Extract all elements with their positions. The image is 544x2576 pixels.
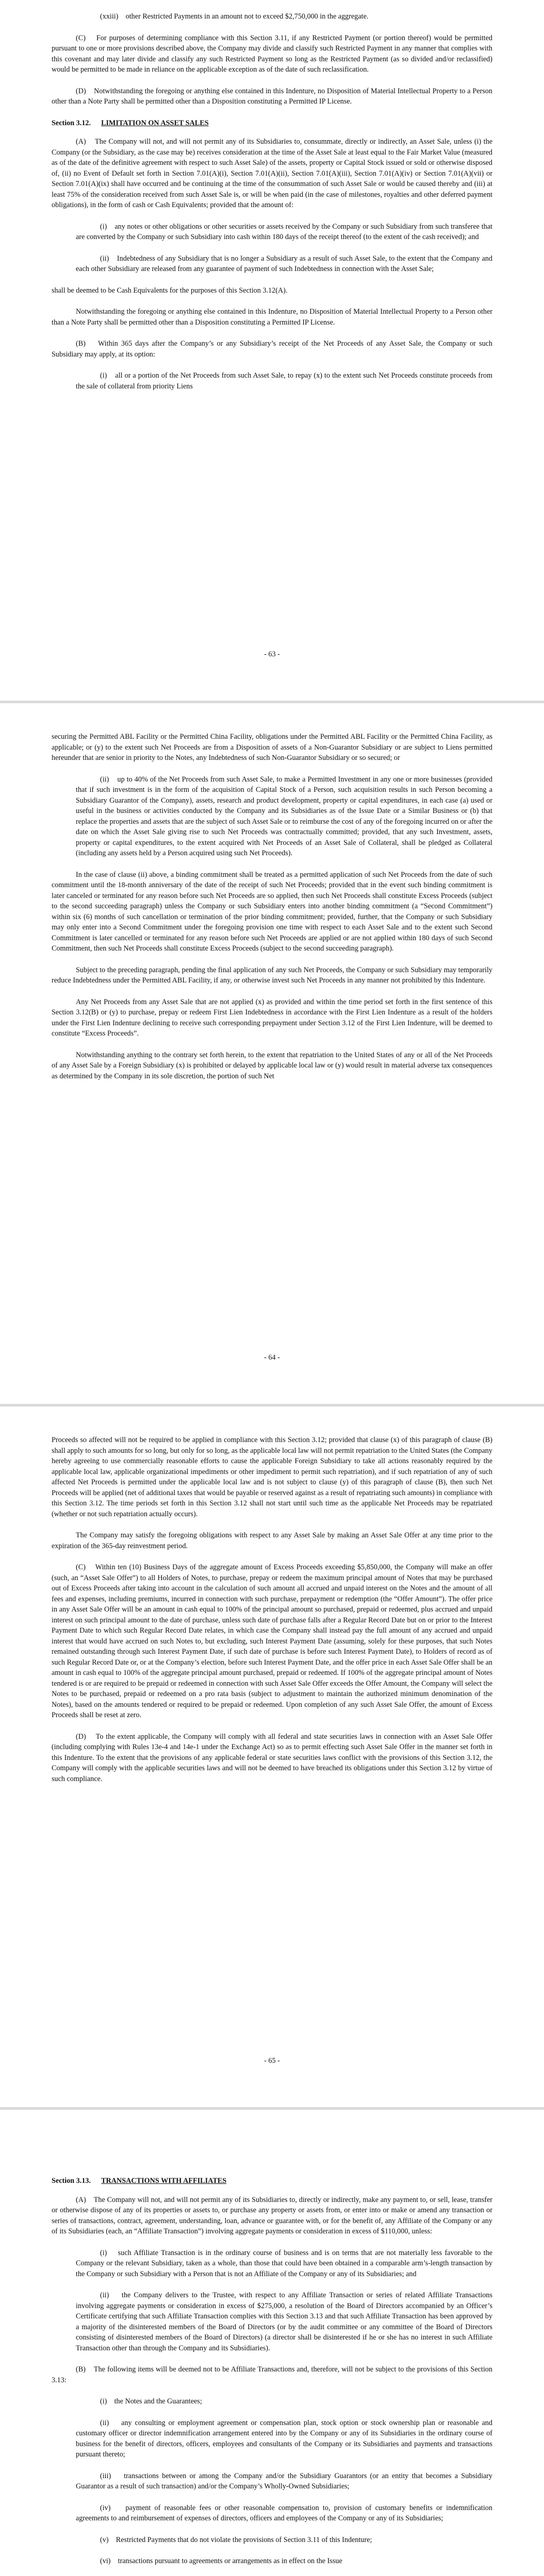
document-page-65 [0,1406,544,2107]
paragraph-3-12-b-ii: (ii) up to 40% of the Net Proceeds from such Asset Sale, to make a Permitted Investment in any one or more businesses (provided that if such investment is in the form of the acquisition of Capital Stock of a Person, such acquisition results in such Person becoming a Subsidiary Guarantor of the Company), assets, research and product development, property or capital expenditures, in each case (a) used or useful in the business or activities conducted by the Company and its Subsidiaries as of the Issue Date or a Similar Business or (b) that replace the properties and assets that are the subject of such Asset Sale or to reimburse the cost of any of the foregoing incurred on or after the date on which the Asset Sale giving rise to such Net Proceeds was contractually committed; provided, that any such Investment, assets, property or capital expenditures, to the extent acquired with Net Proceeds of an Asset Sale of Collateral, shall be pledged as Collateral (including any assets held by a Person acquired using such Net Proceeds). [76,775,492,857]
page-number: - 64 - [264,1353,280,1362]
paragraph-3-11-c: (C) For purposes of determining compliance with this Section 3.11, if any Restricted Payment (or portion thereof) would be permitted pursuant to one or more provisions described above, the Company may divide and classify such Restricted Payment in any manner that complies with this covenant and may later divide and classify any such Restricted Payment so long as the Restricted Payment (as so divided and/or reclassified) would be permitted to be made in reliance on the applicable exception as of the date of such reclassification. [52,33,492,74]
paragraph-binding-commitment: In the case of clause (ii) above, a binding commitment shall be treated as a permitted application of such Net Proceeds from the date of such commitment until the 18-month anniversary of the date of the receipt of such Net Proceeds; provided that in the event such binding commitment is later canceled or terminated for any reason before such Net Proceeds are so applied, then such Net Proceeds shall constitute Excess Proceeds (subject to the second succeeding paragraph) unless the Company or such Subsidiary enters into another binding commitment (a “Second Commitment”) within six (6) months of such cancellation or termination of the prior binding commitment; provided, further, that the Company or such Subsidiary may only enter into a Second Commitment under the foregoing provision one time with respect to each Asset Sale and to the extent such Second Commitment is later cancelled or terminated for any reason before such Net Proceeds are applied or are not applied within 180 days of such Second Commitment, then such Net Proceeds shall constitute Excess Proceeds (subject to the second succeeding paragraph). [52,870,492,953]
paragraph-3-12-a: (A) The Company will not, and will not permit any of its Subsidiaries to, consummate, directly or indirectly, an Asset Sale, unless (i) the Company (or the Subsidiary, as the case may be) receives consideration at the time of the Asset Sale at least equal to the Fair Market Value (measured as of the date of the definitive agreement with respect to such Asset Sale) of the assets, property or Capital Stock issued or sold or otherwise disposed of, (ii) no Event of Default set forth in Section 7.01(A)(i), Section 7.01(A)(ii), Section 7.01(A)(iii), Section 7.01(A)(iv) or Section 7.01(A)(vii) or Section 7.01(A)(ix) shall have occurred and be continuing at the time of the consummation of such Asset Sale or would be caused thereby and (iii) at least 75% of the consideration received from such Asset Sale is, or will be when paid (in the case of milestones, royalties and other deferred payment obligations), in the form of cash or Cash Equivalents; provided that the amount of: [52,138,492,209]
paragraph-restricted-payments-xxiii: (xxiii) other Restricted Payments in an amount not to exceed $2,750,000 in the aggregate. [100,12,369,21]
paragraph-3-13-b-vi: (vi) transactions pursuant to agreements or arrangements as in effect on the Issue [100,2557,342,2565]
section-heading-3-12 [52,118,492,129]
paragraph-3-12-b-i: (i) all or a portion of the Net Proceeds from such Asset Sale, to repay (x) to the extent such Net Proceeds constitute proceeds from the sale of collateral from priority Liens [76,371,492,391]
document-page-66 [0,2110,544,2576]
paragraph-asset-sale-offer-timing: The Company may satisfy the foregoing obligations with respect to any Asset Sale by making an Asset Sale Offer at any time prior to the expiration of the 365-day reinvestment period. [52,1531,492,1550]
paragraph-3-12-a-i: (i) any notes or other obligations or other securities or assets received by the Company or such Subsidiary from such transferee that are converted by the Company or such Subsidiary into cash within 180 days of the receipt thereof (to the extent of the cash received); and [76,222,492,241]
paragraph-repatriation: Notwithstanding anything to the contrary set forth herein, to the extent that repatriation to the United States of any or all of the Net Proceeds of any Asset Sale by a Foreign Subsidiary (x) is prohibited or delayed by applicable local law or (y) would result in material adverse tax consequences as determined by the Company in its sole discretion, the portion of such Net [52,1050,492,1080]
paragraph-3-12-d: (D) To the extent applicable, the Company will comply with all federal and state securities laws in connection with an Asset Sale Offer (including complying with Rules 13e-4 and 14e-1 under the Exchange Act) so as to permit effecting such Asset Sale Offer in the manner set forth in this Indenture. To the extent that the provisions of any applicable federal or state securities laws conflict with the provisions of this Section 3.12, the Company will comply with the applicable securities laws and will not be deemed to have breached its obligations under this Section 3.12 by virtue of such compliance. [52,1732,492,1783]
paragraph-3-12-a-ii: (ii) Indebtedness of any Subsidiary that is no longer a Subsidiary as a result of such Asset Sale, to the extent that the Company and each other Subsidiary are released from any guarantee of payment of such Indebtedness in connection with the Asset Sale; [76,254,492,273]
paragraph-pending-application: Subject to the preceding paragraph, pending the final application of any such Net Proceeds, the Company or such Subsidiary may temporarily reduce Indebtedness under the Permitted ABL Facility, if any, or otherwise invest such Net Proceeds in any manner not prohibited by this Indenture. [52,965,492,985]
paragraph-3-13-a-i: (i) such Affiliate Transaction is in the ordinary course of business and is on terms that are not materially less favorable to the Company or the relevant Subsidiary, taken as a whole, than those that could have been obtained in a comparable arm’s-length transaction by the Company or such Subsidiary with a Person that is not an Affiliate of the Company or any of its Subsidiaries; and [76,2248,492,2278]
paragraph-3-13-b: (B) The following items will be deemed not to be Affiliate Transactions and, therefore, will not be subject to the provisions of this Section 3.13: [52,2365,492,2384]
paragraph-3-13-b-i: (i) the Notes and the Guarantees; [100,2397,202,2405]
paragraph-3-13-a-ii: (ii) the Company delivers to the Trustee, with respect to any Affiliate Transaction or series of related Affiliate Transactions involving aggregate payments or consideration in excess of $275,000, a resolution of the Board of Directors accompanied by an Officer’s Certificate certifying that such Affiliate Transaction complies with this Section 3.13 and that such Affiliate Transaction has been approved by a majority of the disinterested members of the Board of Directors (or by the audit committee or any committee of the Board of Directors consisting of disinterested members of the Board of Directors) (a director shall be disinterested if he or she has no interest in such Affiliate Transaction other than through the Company and its Subsidiaries). [76,2291,492,2352]
paragraph-cash-equivalents: shall be deemed to be Cash Equivalents for the purposes of this Section 3.12(A). [52,286,288,295]
paragraph-3-12-b: (B) Within 365 days after the Company’s or any Subsidiary’s receipt of the Net Proceeds of any Asset Sale, the Company or such Subsidiary may apply, at its option: [52,340,492,359]
paragraph-continued: securing the Permitted ABL Facility or the Permitted China Facility, obligations under the Permitted ABL Facility or the Permitted China Facility, as applicable; or (y) to the extent such Net Proceeds are from a Disposition of assets of a Non-Guarantor Subsidiary or are subject to Liens permitted hereunder that are senior in priority to the Notes, any Indebtedness of such Non-Guarantor Subsidiary or so secured; or [52,733,492,762]
section-heading-3-13 [52,2176,492,2187]
paragraph-3-13-b-v: (v) Restricted Payments that do not violate the provisions of Section 3.11 of this Indenture; [100,2535,372,2544]
section-title: LIMITATION ON ASSET SALES [101,118,209,127]
paragraph-3-11-d: (D) Notwithstanding the foregoing or anything else contained in this Indenture, no Disposition of Material Intellectual Property to a Person other than a Note Party shall be permitted other than a Disposition constituting a Permitted IP License. [52,87,492,106]
section-number: Section 3.12. [52,118,91,127]
page-number: - 63 - [264,650,280,658]
paragraph-ip-disposition: Notwithstanding the foregoing or anything else contained in this Indenture, no Disposition of Material Intellectual Property to a Person other than a Note Party shall be permitted other than a Disposition constituting a Permitted IP License. [52,308,492,327]
document-page-63 [0,0,544,701]
section-number: Section 3.13. [52,2177,91,2185]
paragraph-excess-proceeds: Any Net Proceeds from any Asset Sale that are not applied (x) as provided and within the time period set forth in the first sentence of this Section 3.12(B) or (y) to purchase, prepay or redeem First Lien Indebtedness in accordance with the First Lien Indenture as a result of the holders under the First Lien Indenture declining to receive such corresponding prepayment under Section 3.12 of the First Lien Indenture, will be deemed to constitute “Excess Proceeds”. [52,997,492,1038]
page-number: - 65 - [264,2057,280,2065]
document-page-64 [0,703,544,1404]
paragraph-continued: Proceeds so affected will not be required to be applied in compliance with this Section 3.12; provided that clause (x) of this paragraph of clause (B) shall apply to such amounts for so long, but only for so long, as the applicable local law will not permit repatriation to the United States (the Company hereby agreeing to use commercially reasonable efforts to cause the applicable Foreign Subsidiary to take all actions reasonably required by the applicable local law, applicable organizational impediments or other impediment to permit such repatriation), and if such repatriation of any of such affected Net Proceeds is permitted under the applicable local law and is not subject to clause (y) of this paragraph of clause (B), then such Net Proceeds will be applied (net of additional taxes that would be payable or reserved against as a result of repatriating such amounts) in compliance with this Section 3.12. The time periods set forth in this Section 3.12 shall not start until such time as the applicable Net Proceeds may be repatriated (whether or not such repatriation actually occurs). [52,1436,492,1518]
paragraph-3-13-a: (A) The Company will not, and will not permit any of its Subsidiaries to, directly or indirectly, make any payment to, or sell, lease, transfer or otherwise dispose of any of its properties or assets to, or purchase any property or assets from, or enter into or make or amend any transaction or series of transactions, contract, agreement, understanding, loan, advance or guarantee with, or for the benefit of, any Affiliate of the Company or any of its Subsidiaries (each, an “Affiliate Transaction”) involving aggregate payments or consideration in excess of $110,000, unless: [52,2195,492,2235]
paragraph-3-13-b-iv: (iv) payment of reasonable fees or other reasonable compensation to, provision of customary benefits or indemnification agreements to and reimbursement of expenses of directors, officers and employees of the Company or any of its Subsidiaries; [76,2503,492,2522]
paragraph-3-13-b-ii: (ii) any consulting or employment agreement or compensation plan, stock option or stock ownership plan or reasonable and customary officer or director indemnification arrangement entered into by the Company or any of its Subsidiaries in the ordinary course of business for the benefit of directors, officers, employees and consultants of the Company or its Subsidiaries and payments and transactions pursuant thereto; [76,2418,492,2459]
paragraph-3-13-b-iii: (iii) transactions between or among the Company and/or the Subsidiary Guarantors (or an entity that becomes a Subsidiary Guarantor as a result of such transaction) and/or the Company’s Wholly-Owned Subsidiaries; [76,2471,492,2490]
paragraph-3-12-c: (C) Within ten (10) Business Days of the aggregate amount of Excess Proceeds exceeding $5,850,000, the Company will make an offer (such, an “Asset Sale Offer”) to all Holders of Notes, to purchase, prepay or redeem the maximum principal amount of Notes that may be purchased out of Excess Proceeds after taking into account in the calculation of such amount all accrued and unpaid interest on the Notes and the amount of all fees and expenses, including premiums, incurred in connection with such purchase, prepayment or redemption (the “Offer Amount”). The offer price in any Asset Sale Offer will be an amount in cash equal to 100% of the principal amount so purchased, prepaid or redeemed, plus accrued and unpaid interest on such principal amount to the date of purchase, unless such date of purchase falls after a Regular Record Date but on or prior to the Interest Payment Date to which such Regular Record Date relates, in which case the Company shall instead pay the full amount of any accrued and unpaid interest that would have accrued on such Notes to, but excluding, such Interest Payment Date (assuming, solely for these purposes, that such Notes remained outstanding through such Interest Payment Date, if such date of purchase is before such Interest Payment Date), to Holders of record as of such Regular Record Date or, or at the Company’s election, before such Interest Payment Date, and the offer price in each Asset Sale Offer shall be an amount in cash equal to 100% of the aggregate principal amount purchased, prepaid or redeemed. If 100% of the aggregate principal amount of Notes tendered is or are required to be prepaid or redeemed in connection with such Asset Sale Offer exceeds the Offer Amount, the Company will select the Notes to be purchased, prepaid or redeemed on a pro rata basis (subject to adjustment to maintain the authorized minimum denomination of the Notes), based on the amounts tendered or required to be prepaid or redeemed. Upon completion of any such Asset Sale Offer, the amount of Excess Proceeds shall be reset at zero. [52,1563,492,1719]
section-title: TRANSACTIONS WITH AFFILIATES [101,2177,227,2185]
